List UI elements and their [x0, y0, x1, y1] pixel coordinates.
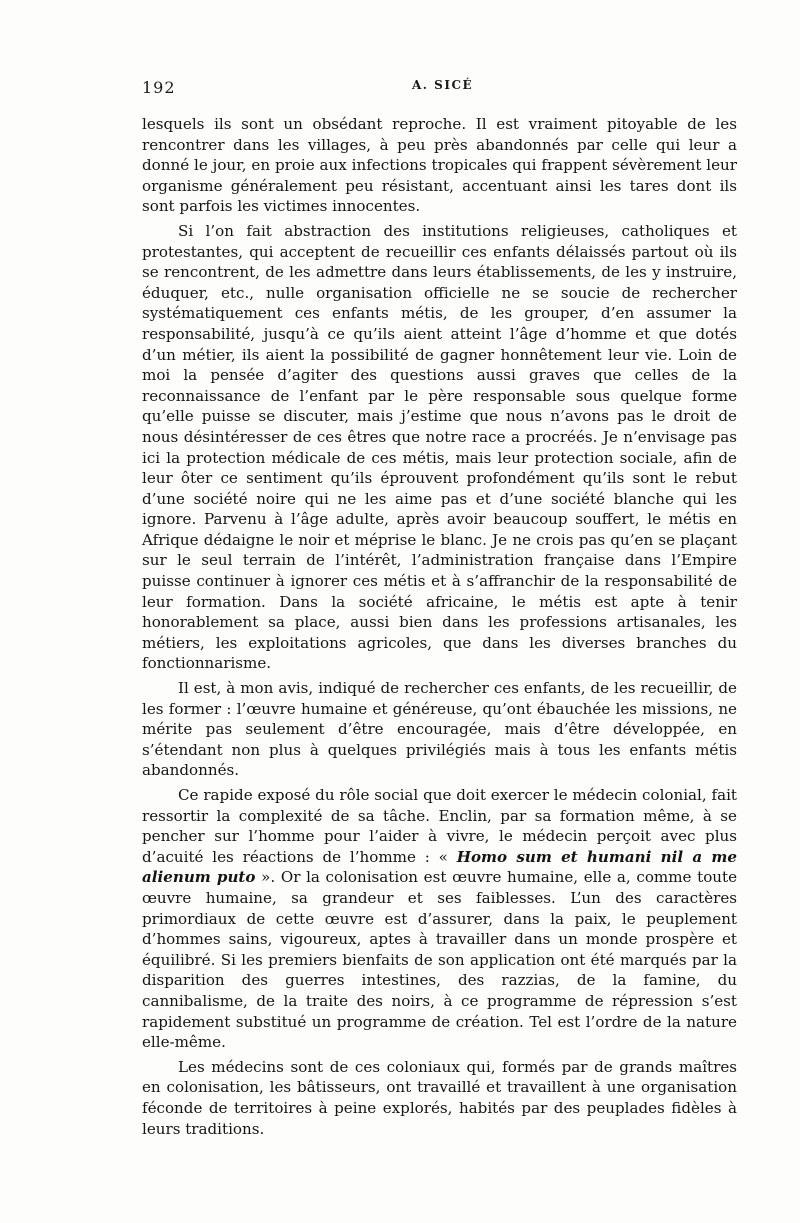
body-text [142, 114, 737, 1143]
page-header [142, 78, 736, 98]
paragraph-4 [142, 785, 737, 1053]
paragraph-4-after: ». Or la colonisation est œuvre humaine, elle a, comme toute œuvre humaine, sa grandeur et ses faiblesses. L’un des caractères primordiaux de cette œuvre est d’assurer, dans la paix, le peuplement d’hommes sains, vigoureux, aptes à travailler dans un monde prospère et équilibré. Si les premiers bienfaits de son application ont été marqués par la disparition des guerres intestines, des razzias, de la famine, du cannibalisme, de la traite des noirs, à ce programme de répression s’est rapidement substitué un programme de création. Tel est l’ordre de la nature elle-même. [142, 868, 738, 1052]
page-number: 192 [142, 78, 176, 97]
paragraph-1: lesquels ils sont un obsédant reproche. Il est vraiment pitoyable de les rencontrer dans les villages, à peu près abandonnés par celle qui leur a donné le jour, en proie aux infections tropicales qui frappent sévèrement leur organisme généralement peu résistant, accentuant ainsi les tares dont ils sont parfois les victimes innocentes. [142, 115, 737, 216]
paragraph-3: Il est, à mon avis, indiqué de rechercher ces enfants, de les recueillir, de les former : l’œuvre humaine et généreuse, qu’ont ébauchée les missions, ne mérite pas seulement d’être encouragée, mais d’être développée, en s’étendant non plus à quelques privilégiés mais à tous les enfants métis abandonnés. [142, 679, 737, 780]
running-head: A. SICÉ [412, 78, 474, 92]
paragraph-4-before: Ce rapide exposé du rôle social que doit exercer le médecin colonial, fait ressortir la complexité de sa tâche. Enclin, par sa formation même, à se pencher sur l’homme pour l’aider à vivre, le médecin perçoit avec plus d’acuité les réactions de l’homme : « [142, 786, 737, 866]
latin-quote: Homo sum et humani nil a me alienum puto [142, 847, 737, 887]
paragraph-2: Si l’on fait abstraction des institutions religieuses, catholiques et protestantes, qui acceptent de recueillir ces enfants délaissés partout où ils se rencontrent, de les admettre dans leurs établissements, de les y instruire, éduquer, etc., nulle organisation officielle ne se soucie de rechercher systématiquement ces enfants métis, de les grouper, d’en assumer la responsabilité, jusqu’à ce qu’ils aient atteint l’âge d’homme et que dotés d’un métier, ils aient la possibilité de gagner honnêtement leur vie. Loin de moi la pensée d’agiter des questions aussi graves que celles de la reconnaissance de l’enfant par le père responsable sous quelque forme qu’elle puisse se discuter, mais j’estime que nous n’avons pas le droit de nous désintéresser de ces êtres que notre race a procréés. Je n’envisage pas ici la protection médicale de ces métis, mais leur protection sociale, afin de leur ôter ce sentiment qu’ils éprouvent profondément qu’ils sont le rebut d’une société noire qui ne les aime pas et d’une société blanche qui les ignore. Parvenu à l’âge adulte, après avoir beaucoup souffert, le métis en Afrique dédaigne le noir et méprise le blanc. Je ne crois pas qu’en se plaçant sur le seul terrain de l’intérêt, l’administration française dans l’Empire puisse continuer à ignorer ces métis et à s’affranchir de la responsabilité de leur formation. Dans la société africaine, le métis est apte à tenir honorablement sa place, aussi bien dans les professions artisanales, les métiers, les exploitations agricoles, que dans les diverses branches du fonctionnarisme. [142, 221, 737, 673]
paragraph-5: Les médecins sont de ces coloniaux qui, formés par de grands maîtres en colonisation, les bâtisseurs, ont travaillé et travaillent à une organisation féconde de territoires à peine explorés, habités par des peuplades fidèles à leurs traditions. [142, 1057, 737, 1138]
